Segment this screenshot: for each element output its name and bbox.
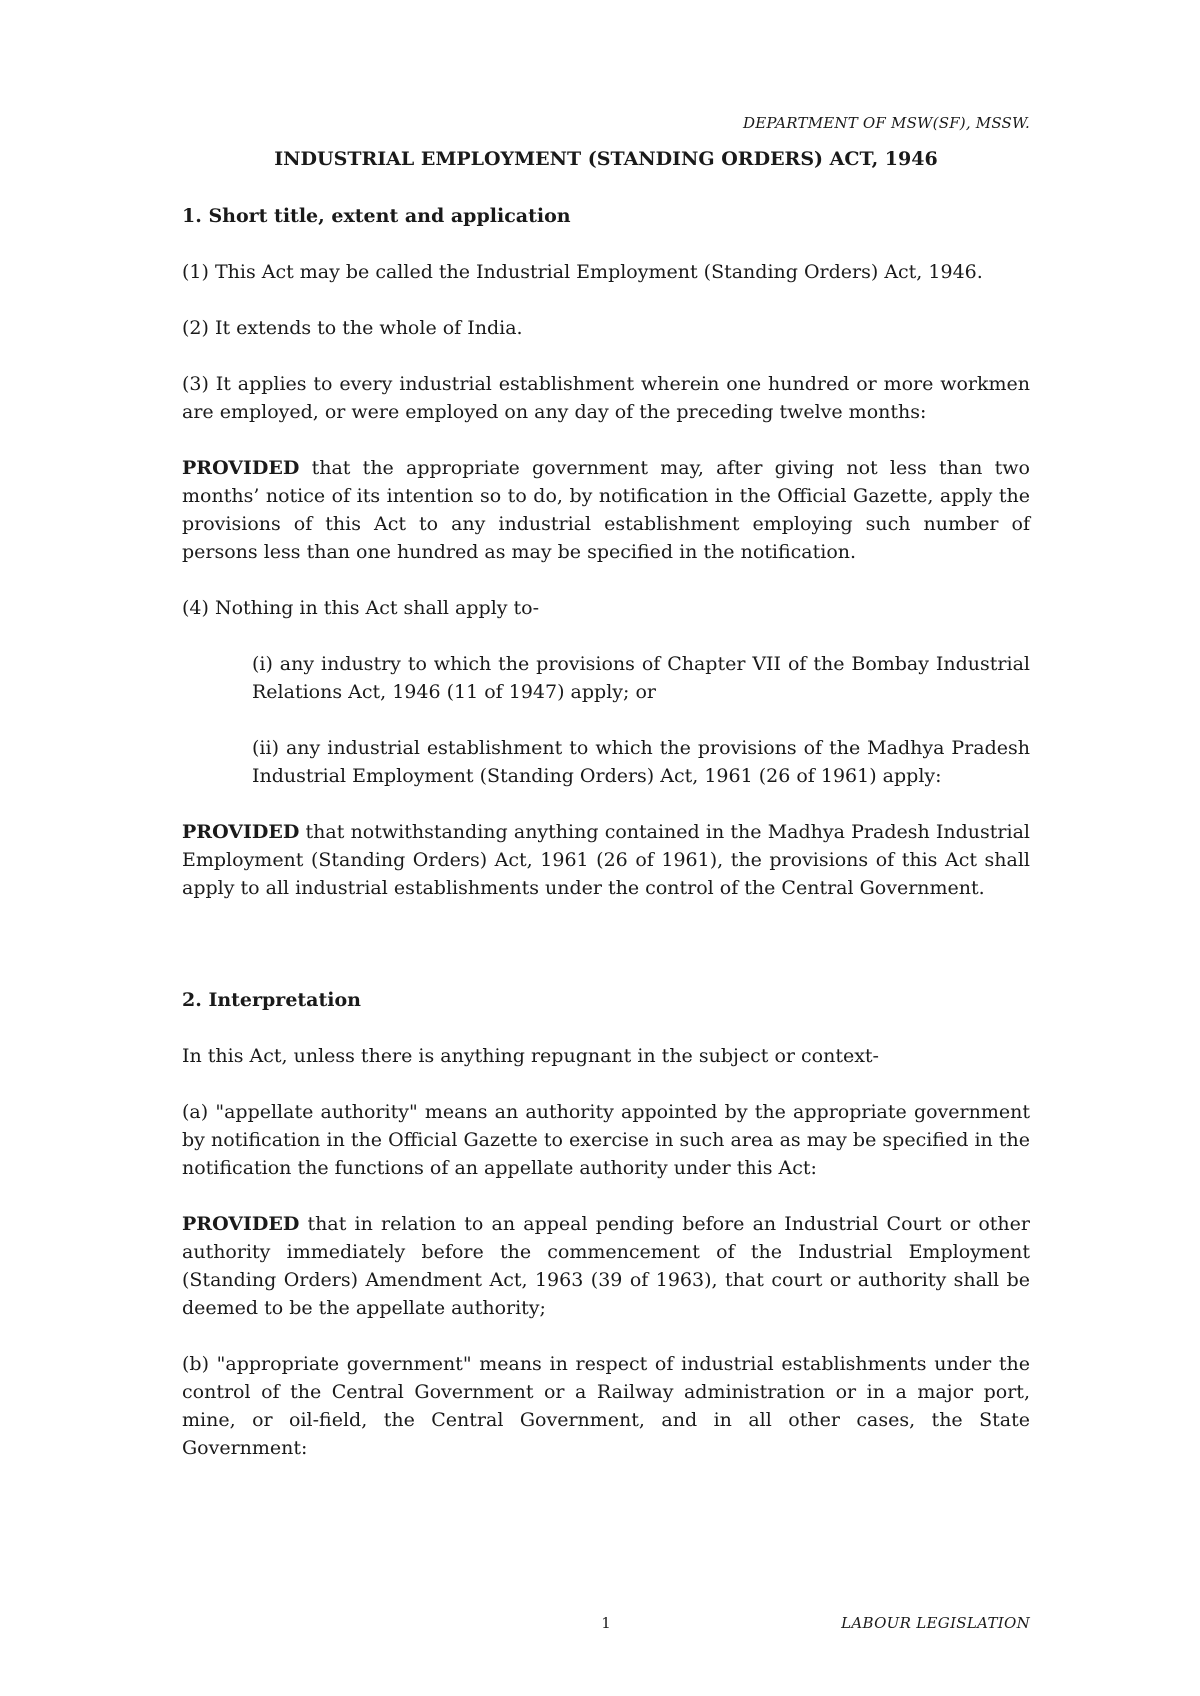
- section-1-heading: 1. Short title, extent and application: [182, 205, 571, 227]
- section-1-clause-3: (3) It applies to every industrial establishment wherein one hundred or more workmen are employed, or were employed on any day of the preceding twelve months:: [182, 373, 1030, 423]
- footer-label: LABOUR LEGISLATION: [841, 1614, 1030, 1632]
- section-2-heading: 2. Interpretation: [182, 989, 361, 1011]
- document-body: [182, 202, 1030, 1490]
- proviso-text: that the appropriate government may, after giving not less than two months’ notice of its intention so to do, by notification in the Official Gazette, apply the provisions of this Act to any industrial establishment employing such number of persons less than one hundred as may be specified in the notification.: [182, 457, 1030, 563]
- section-1-clause-1: (1) This Act may be called the Industrial Employment (Standing Orders) Act, 1946.: [182, 261, 983, 283]
- section-1-clause-2: (2) It extends to the whole of India.: [182, 317, 523, 339]
- section-2-proviso: [182, 1210, 1030, 1322]
- section-2-intro: In this Act, unless there is anything repugnant in the subject or context-: [182, 1045, 879, 1067]
- department-header: DEPARTMENT OF MSW(SF), MSSW.: [742, 114, 1030, 132]
- section-1-proviso-1: [182, 454, 1030, 566]
- section-2-clause-a: (a) "appellate authority" means an authority appointed by the appropriate government by notification in the Official Gazette to exercise in such area as may be specified in the notification the functions of an appellate authority under this Act:: [182, 1101, 1030, 1179]
- act-title: INDUSTRIAL EMPLOYMENT (STANDING ORDERS) ACT, 1946: [274, 148, 938, 170]
- section-1-subclause-ii: (ii) any industrial establishment to which the provisions of the Madhya Pradesh Industrial Employment (Standing Orders) Act, 1961 (26 of 1961) apply:: [252, 737, 1030, 787]
- page-number: 1: [601, 1614, 611, 1632]
- section-1-subclause-i: (i) any industry to which the provisions of Chapter VII of the Bombay Industrial Relations Act, 1946 (11 of 1947) apply; or: [252, 653, 1030, 703]
- proviso-label: PROVIDED: [182, 821, 300, 843]
- proviso-text: that in relation to an appeal pending before an Industrial Court or other authority immediately before the commencement of the Industrial Employment (Standing Orders) Amendment Act, 1963 (39 of 1963), that court or authority shall be deemed to be the appellate authority;: [182, 1213, 1030, 1319]
- section-spacer: [182, 930, 1030, 986]
- proviso-label: PROVIDED: [182, 1213, 300, 1235]
- proviso-label: PROVIDED: [182, 457, 300, 479]
- proviso-text: that notwithstanding anything contained in the Madhya Pradesh Industrial Employment (Standing Orders) Act, 1961 (26 of 1961), the provisions of this Act shall apply to all industrial establishments under the control of the Central Government.: [182, 821, 1030, 899]
- section-1-proviso-2: [182, 818, 1030, 902]
- section-1-clause-4: (4) Nothing in this Act shall apply to-: [182, 597, 540, 619]
- page-footer: [182, 1614, 1030, 1638]
- section-2-clause-b: (b) "appropriate government" means in respect of industrial establishments under the control of the Central Government or a Railway administration or in a major port, mine, or oil-field, the Central Government, and in all other cases, the State Government:: [182, 1353, 1030, 1459]
